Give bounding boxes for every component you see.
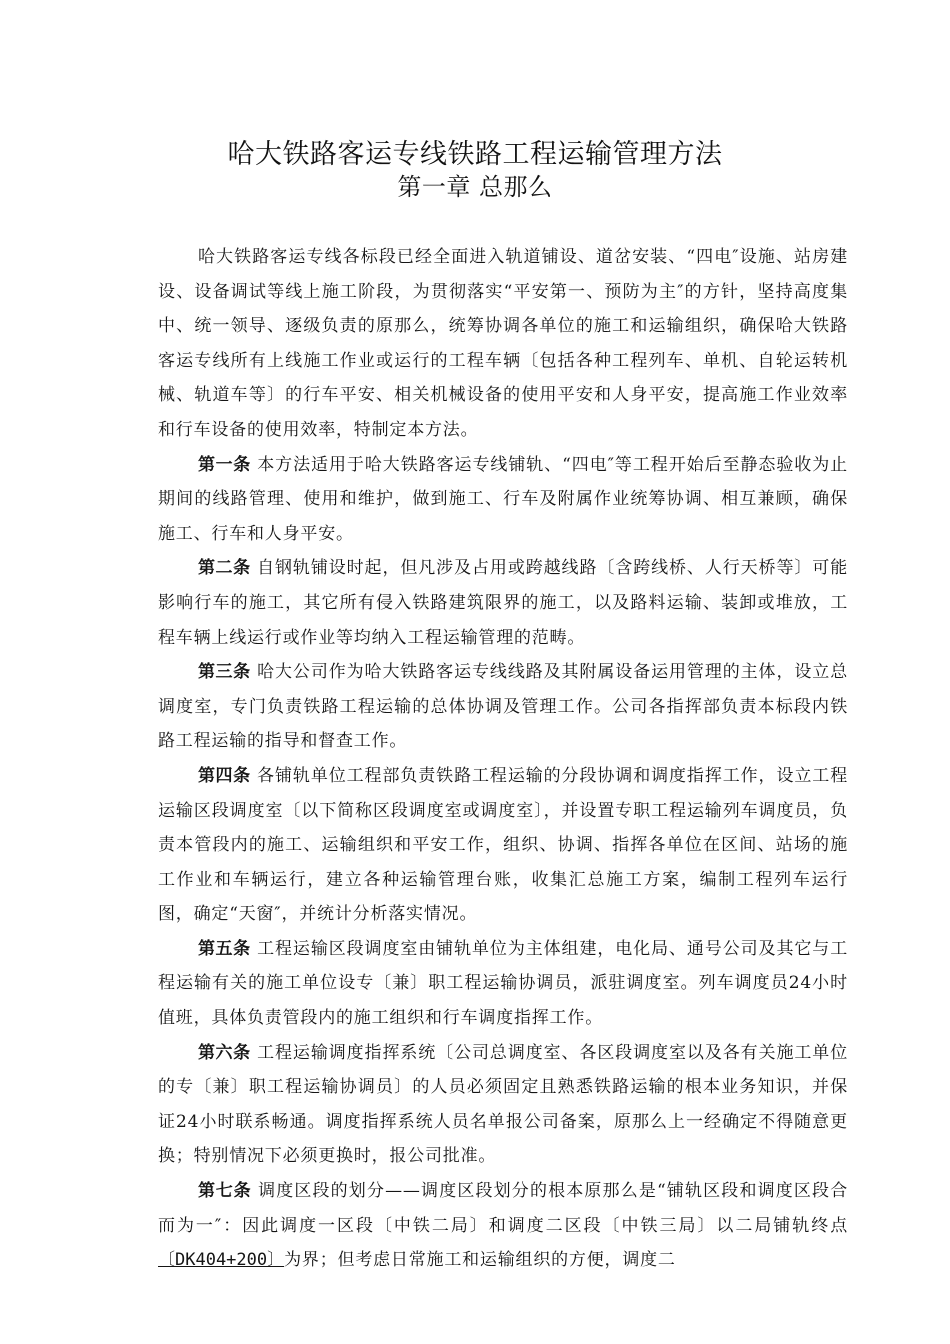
- article-6-paragraph: [158, 1036, 848, 1174]
- article-5-paragraph: [158, 932, 848, 1036]
- paragraph-text: 哈大铁路客运专线各标段已经全面进入轨道铺设、道岔安装、“四电″设施、站房建设、设备调试等线上施工阶段，为贯彻落实“平安第一、预防为主″的方针，坚持高度集中、统一领导、逐级负责的原那么，统筹协调各单位的施工和运输组织，确保哈大铁路客运专线所有上线施工作业或运行的工程车辆〔包括各种工程列车、单机、自轮运转机械、轨道车等〕的行车平安、相关机械设备的使用平安和人身平安，提高施工作业效率和行车设备的使用效率，特制定本方法。: [158, 247, 848, 440]
- mileage-code: 〔DK404+200〕: [158, 1250, 285, 1271]
- article-label: 第二条: [197, 558, 251, 579]
- paragraph-text-tail: 为界；但考虑日常施工和运输组织的方便，调度二: [284, 1250, 676, 1271]
- paragraph-text: 本方法适用于哈大铁路客运专线铺轨、“四电″等工程开始后至静态验收为止期间的线路管理、使用和维护，做到施工、行车及附属作业统筹协调、相互兼顾，确保施工、行车和人身平安。: [158, 454, 848, 544]
- document-title: 哈大铁路客运专线铁路工程运输管理方法: [227, 139, 723, 170]
- article-label: 第六条: [197, 1042, 251, 1063]
- article-1-paragraph: [158, 448, 848, 552]
- article-label: 第七条: [197, 1181, 252, 1202]
- article-7-paragraph: [158, 1174, 848, 1278]
- article-label: 第一条: [197, 454, 251, 475]
- chapter-heading: 第一章 总那么: [397, 173, 553, 201]
- paragraph-text: 自钢轨铺设时起，但凡涉及占用或跨越线路〔含跨线桥、人行天桥等〕可能影响行车的施工，其它所有侵入铁路建筑限界的施工，以及路料运输、装卸或堆放，工程车辆上线运行或作业等均纳入工程运输管理的范畴。: [158, 558, 848, 648]
- paragraph-text: 工程运输区段调度室由铺轨单位为主体组建，电化局、通号公司及其它与工程运输有关的施工单位设专〔兼〕职工程运输协调员，派驻调度室。列车调度员24小时值班，具体负责管段内的施工组织和行车调度指挥工作。: [158, 938, 848, 1029]
- paragraph-text: 各铺轨单位工程部负责铁路工程运输的分段协调和调度指挥工作，设立工程运输区段调度室〔以下简称区段调度室或调度室〕，并设置专职工程运输列车调度员，负责本管段内的施工、运输组织和平安工作，组织、协调、指挥各单位在区间、站场的施工作业和车辆运行，建立各种运输管理台账，收集汇总施工方案，编制工程列车运行图，确定“天窗″，并统计分析落实情况。: [158, 765, 848, 925]
- article-2-paragraph: [158, 551, 848, 655]
- article-label: 第五条: [197, 938, 251, 959]
- paragraph-text: 哈大公司作为哈大铁路客运专线线路及其附属设备运用管理的主体，设立总调度室，专门负责铁路工程运输的总体协调及管理工作。公司各指挥部负责本标段内铁路工程运输的指导和督查工作。: [158, 662, 848, 752]
- document-body: [158, 240, 848, 1278]
- paragraph-text: 调度区段的划分——调度区段划分的根本原那么是“铺轨区段和调度区段合而为一″：因此调度一区段〔中铁二局〕和调度二区段〔中铁三局〕以二局铺轨终点: [158, 1181, 849, 1236]
- article-4-paragraph: [158, 759, 848, 932]
- intro-paragraph: [158, 240, 848, 448]
- paragraph-text: 工程运输调度指挥系统〔公司总调度室、各区段调度室以及各有关施工单位的专〔兼〕职工程运输协调员〕的人员必须固定且熟悉铁路运输的根本业务知识，并保证24小时联系畅通。调度指挥系统人员名单报公司备案，原那么上一经确定不得随意更换；特别情况下必须更换时，报公司批准。: [158, 1042, 848, 1167]
- article-label: 第四条: [197, 765, 251, 786]
- article-3-paragraph: [158, 655, 848, 759]
- article-label: 第三条: [197, 662, 251, 683]
